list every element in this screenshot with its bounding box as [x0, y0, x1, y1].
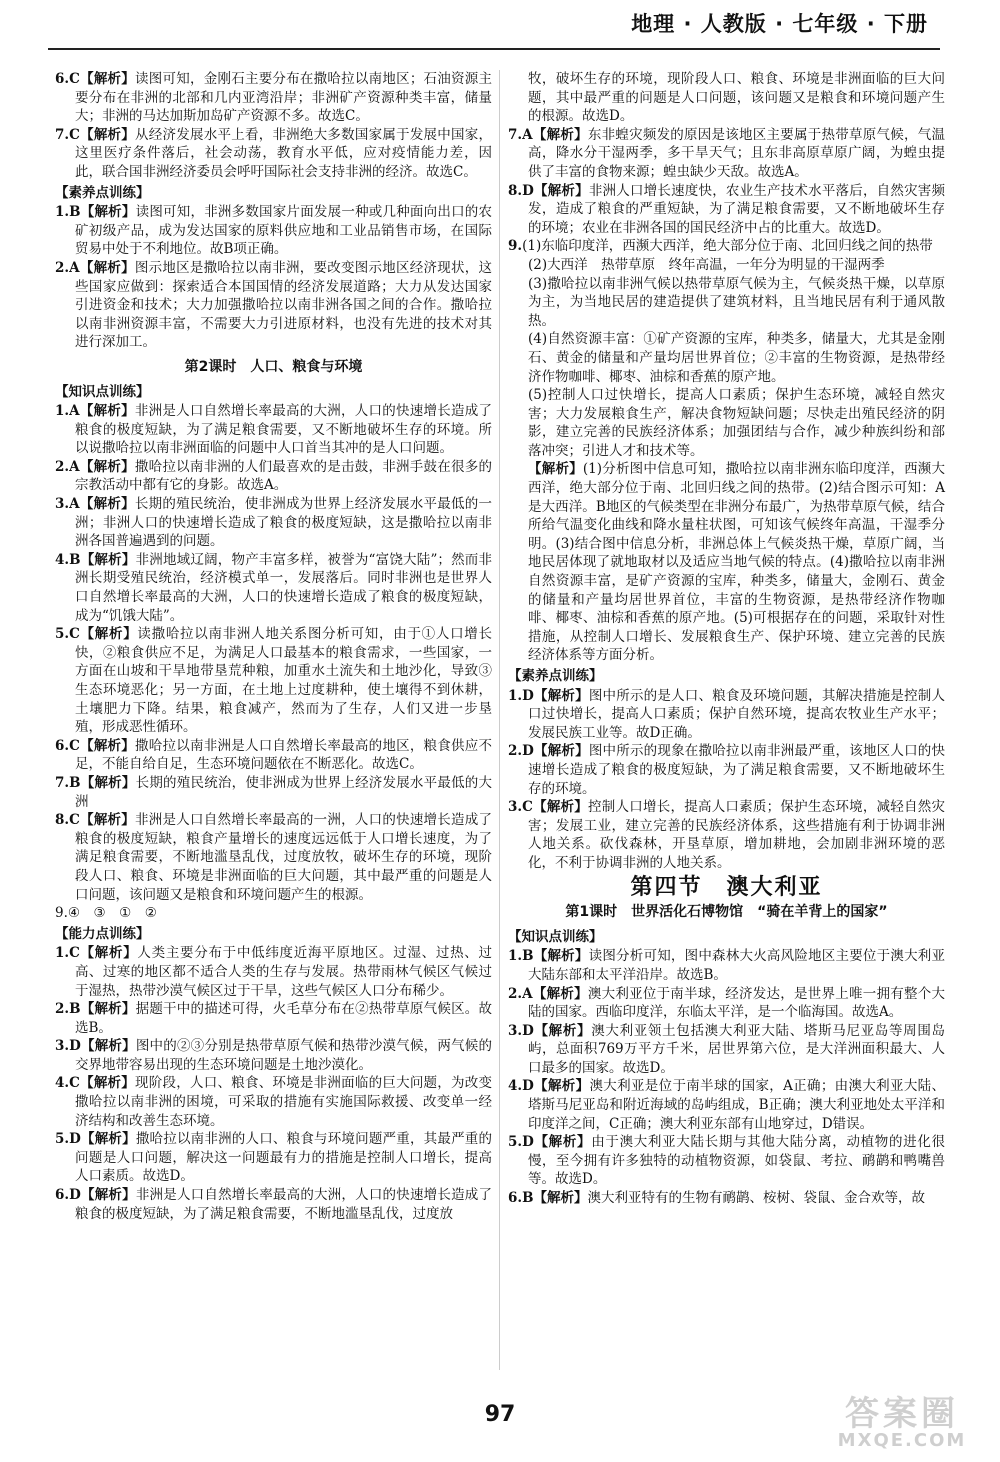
answer-continuation: 牧，破坏生存的环境，现阶段人口、粮食、环境是非洲面临的巨大问题，其中最严重的问题是人口问题，该问题又是粮食和环境问题产生的根源。故选D。	[528, 71, 945, 125]
answer-item: 4.C【解析】现阶段，人口、粮食、环境是非洲面临的巨大问题，为改变撒哈拉以南非洲的困境，可采取的措施有实施国际救援、改变单一经济结构和改善生态环境。	[55, 1075, 493, 1129]
page-number: 97	[484, 1402, 516, 1427]
answer-item: 1.B【解析】读图可知，非洲多数国家片面发展一种或几种面向出口的农矿初级产品，成为发达国家的原料供应地和工业品销售市场，在国际贸易中处于不利地位。故B项正确。	[55, 204, 493, 258]
answer-item: 1.D【解析】图中所示的是人口、粮食及环境问题，其解决措施是控制人口过快增长，提高人口素质；保护自然环境，提高农牧业生产水平；发展民族工业等。故D正确。	[508, 687, 945, 741]
answer-subpart: (3)撒哈拉以南非洲气候以热带草原气候为主，气候炎热干燥，以草原为主，为当地民居的建造提供了建筑材料，且当地民居有利于通风散热。	[528, 275, 945, 329]
watermark-text: 答案圈	[845, 1394, 959, 1434]
section-label: 【素养点训练】	[508, 668, 603, 684]
left-column	[55, 70, 492, 1223]
header-rule	[48, 48, 940, 50]
watermark-url: MXQE.COM	[837, 1430, 967, 1451]
answer-item: 5.C【解析】读撒哈拉以南非洲人地关系图分析可知，由于①人口增长快，②粮食供应不足，为满足人口最基本的粮食需求，一些国家，一方面在山坡和干旱地带垦荒种粮，加重水土流失和土地沙化，导致③生态环境恶化；另一方面，在土地上过度耕种，使土壤得不到休耕，土壤肥力下降。结果，粮食减产，然而为了生存，人们又进一步垦殖，形成恶性循环。	[55, 626, 493, 736]
section-label: 【知识点训练】	[55, 383, 150, 400]
answer-item: 1.C【解析】人类主要分布于中低纬度近海平原地区。过湿、过热、过高、过寒的地区都不适合人类的生存与发展。热带雨林气候区气候过于湿热，热带沙漠气候区过于干旱，这些气候区人口分布稀少。	[55, 945, 493, 999]
answer-item: 1.B【解析】读图分析可知，图中森林大火高风险地区主要位于澳大利亚大陆东部和太平洋沿岸。故选B。	[508, 948, 946, 983]
answer-item: 6.D【解析】非洲是人口自然增长率最高的大洲，人口的快速增长造成了粮食的极度短缺，为了满足粮食需要，不断地滥垦乱伐，过度放	[55, 1187, 492, 1222]
answer-item: 8.D【解析】非洲人口增长速度快，农业生产技术水平落后，自然灾害频发，造成了粮食的严重短缺，为了满足粮食需要，又不断地破坏生存的环境；农业在非洲各国的国民经济中占的比重大。故选D。	[508, 182, 945, 236]
answer-item: 1.A【解析】非洲是人口自然增长率最高的大洲，人口的快速增长造成了粮食的极度短缺，为了满足粮食需要，又不断地破坏生存的环境。所以说撒哈拉以南非洲面临的问题中人口首当其冲的是人口问题。	[55, 403, 493, 457]
answer-item: 2.D【解析】图中所示的现象在撒哈拉以南非洲最严重，该地区人口的快速增长造成了粮食的极度短缺，为了满足粮食需要，又不断地破坏生存的环境。	[508, 743, 945, 797]
lesson-title: 第1课时 世界活化石博物馆 “骑在羊背上的国家”	[565, 904, 888, 921]
watermark-logo	[822, 1386, 982, 1456]
answer-item: 2.A【解析】撒哈拉以南非洲的人们最喜欢的是击鼓，非洲手鼓在很多的宗教活动中都有它的身影。故选A。	[55, 458, 493, 494]
answer-item: 3.C【解析】控制人口增长，提高人口素质；保护生态环境，减轻自然灾害；发展工业，建立完善的民族经济体系，这些措施有利于协调非洲人地关系。砍伐森林，开垦草原，增加耕地，会加剧非洲环境的恶化，不利于协调非洲的人地关系。	[508, 799, 946, 871]
answer-item: 7.A【解析】东非蝗灾频发的原因是该地区主要属于热带草原气候，气温高，降水分干湿两季，多干旱天气；且东非高原草原广阔，为蝗虫提供了丰富的食物来源；蝗虫缺少天敌。故选A。	[508, 126, 946, 180]
answer-item: 2.A【解析】澳大利亚位于南半球，经济发达，是世界上唯一拥有整个大陆的国家。西临印度洋，东临太平洋，是一个临海国。故选A。	[508, 985, 946, 1021]
answer-analysis: 【解析】(1)分析图中信息可知，撒哈拉以南非洲东临印度洋，西濒大西洋，绝大部分位于南、北回归线之间的热带。(2)结合图示可知：A是大西洋。B地区的气候类型在非洲分布最广，为热带草原气候，结合所给气温变化曲线和降水量柱状图，可知该气候终年高温，干湿季分明。(3)结合图中信息分析，非洲总体上气候炎热干燥，草原广阔，当地民居体现了就地取材以及适应当地气候的特点。(4)撒哈拉以南非洲自然资源丰富，是矿产资源的宝库，种类多，储量大，金刚石、黄金的储量和产量均居世界首位，丰富的生物资源，是热带经济作物咖啡、椰枣、油棕和香蕉的原产地。(5)可根据存在的问题，采取针对性措施，从控制人口增长、发展粮食生产、保护环境、建立完善的民族经济体系等方面分析。	[528, 461, 946, 664]
answer-item: 3.D【解析】图中的②③分别是热带草原气候和热带沙漠气候，两气候的交界地带容易出现的生态环境问题是土地沙漠化。	[55, 1038, 492, 1073]
answer-item: 5.D【解析】撒哈拉以南非洲的人口、粮食与环境问题严重，其最严重的问题是人口问题，解决这一问题最有力的措施是控制人口增长，提高人口素质。故选D。	[55, 1131, 492, 1185]
column-divider	[499, 70, 500, 1370]
answer-item: 9.(1)东临印度洋，西濒大西洋，绝大部分位于南、北回归线之间的热带	[508, 238, 933, 255]
answer-item: 6.C【解析】撒哈拉以南非洲是人口自然增长率最高的地区，粮食供应不足，不能自给自足，生态环境问题依在不断恶化。故选C。	[55, 737, 493, 773]
answer-subpart: (4)自然资源丰富：①矿产资源的宝库，种类多，储量大，尤其是金刚石、黄金的储量和产量均居世界首位；②丰富的生物资源，是热带经济作物咖啡、椰枣、油棕和香蕉的原产地。	[528, 331, 945, 385]
answer-item: 6.C【解析】读图可知，金刚石主要分布在撒哈拉以南地区；石油资源主要分布在非洲的北部和几内亚湾沿岸；非洲矿产资源种类丰富，储量大；非洲的马达加斯加岛矿产资源不多。故选C。	[55, 71, 493, 125]
answer-item: 7.B【解析】长期的殖民统治，使非洲成为世界上经济发展水平最低的大洲	[55, 774, 493, 810]
answer-item: 9.④ ③ ① ②	[55, 905, 157, 922]
section-label: 【素养点训练】	[55, 184, 150, 201]
header-title: 地理 · 人教版 · 七年级 · 下册	[631, 12, 928, 36]
right-column	[508, 70, 945, 1208]
answer-item: 5.D【解析】由于澳大利亚大陆长期与其他大陆分离，动植物的进化很慢，至今拥有许多独特的动植物资源，如袋鼠、考拉、鸸鹋和鸭嘴兽等。故选D。	[508, 1134, 946, 1188]
answer-item: 3.D【解析】澳大利亚领土包括澳大利亚大陆、塔斯马尼亚岛等周围岛屿，总面积769万平方千米，居世界第六位，是大洋洲面积最大、人口最多的国家。故选D。	[508, 1022, 946, 1076]
answer-subpart: (2)大西洋 热带草原 终年高温，一年分为明显的干湿两季	[528, 256, 885, 273]
answer-item: 3.A【解析】长期的殖民统治，使非洲成为世界上经济发展水平最低的一洲；非洲人口的快速增长造成了粮食的极度短缺，这是撒哈拉以南非洲各国普遍遇到的问题。	[55, 496, 493, 550]
section-label: 【知识点训练】	[508, 928, 603, 945]
answer-item: 6.B【解析】澳大利亚特有的生物有鸸鹋、桉树、袋鼠、金合欢等，故	[508, 1190, 926, 1207]
answer-item: 8.C【解析】非洲是人口自然增长率最高的一洲，人口的快速增长造成了粮食的极度短缺，粮食产量增长的速度远远低于人口增长速度，为了满足粮食需要，不断地滥垦乱伐，过度放牧，破坏生存的环境，现阶段人口、粮食、环境是非洲面临的巨大问题，其中最严重的问题是人口问题，该问题又是粮食和环境问题产生的根源。	[55, 812, 493, 903]
answer-item: 7.C【解析】从经济发展水平上看，非洲绝大多数国家属于发展中国家，这里医疗条件落后，社会动荡，教育水平低，应对疫情能力差，因此，联合国非洲经济委员会呼吁国际社会支持非洲的经济。故选C。	[55, 126, 493, 180]
answer-subpart: (5)控制人口过快增长，提高人口素质；保护生态环境，减轻自然灾害；大力发展粮食生产，解决食物短缺问题；尽快走出殖民经济的阴影，建立完善的民族经济体系；加强团结与合作，减少种族纠纷和部落冲突；引进人才和技术等。	[528, 387, 945, 459]
answer-item: 4.D【解析】澳大利亚是位于南半球的国家，A正确；由澳大利亚大陆、塔斯马尼亚岛和附近海域的岛屿组成，B正确；澳大利亚地处太平洋和印度洋之间，C正确；澳大利亚东部有山地穿过，D错误。	[508, 1078, 945, 1132]
answer-item: 2.A【解析】图示地区是撒哈拉以南非洲，要改变图示地区经济现状，这些国家应做到：探索适合本国国情的经济发展道路；大力从发达国家引进资金和技术；大力加强撒哈拉以南非洲各国之间的合作。撒哈拉以南非洲资源丰富，不需要大力引进原材料，也没有先进的技术对其进行深加工。	[55, 259, 493, 351]
section-label: 【能力点训练】	[55, 925, 150, 942]
answer-item: 4.B【解析】非洲地域辽阔，物产丰富多样，被誉为“富饶大陆”；然而非洲长期受殖民统治，经济模式单一，发展落后。同时非洲也是世界人口自然增长率最高的大洲，人口的快速增长造成了粮食的极度短缺，成为“饥饿大陆”。	[55, 551, 492, 624]
lesson-title: 第2课时 人口、粮食与环境	[184, 358, 363, 375]
page-header	[0, 0, 1000, 70]
answer-item: 2.B【解析】据题干中的描述可得，火毛草分布在②热带草原气候区。故选B。	[55, 1001, 493, 1036]
chapter-title: 第四节 澳大利亚	[630, 874, 823, 900]
